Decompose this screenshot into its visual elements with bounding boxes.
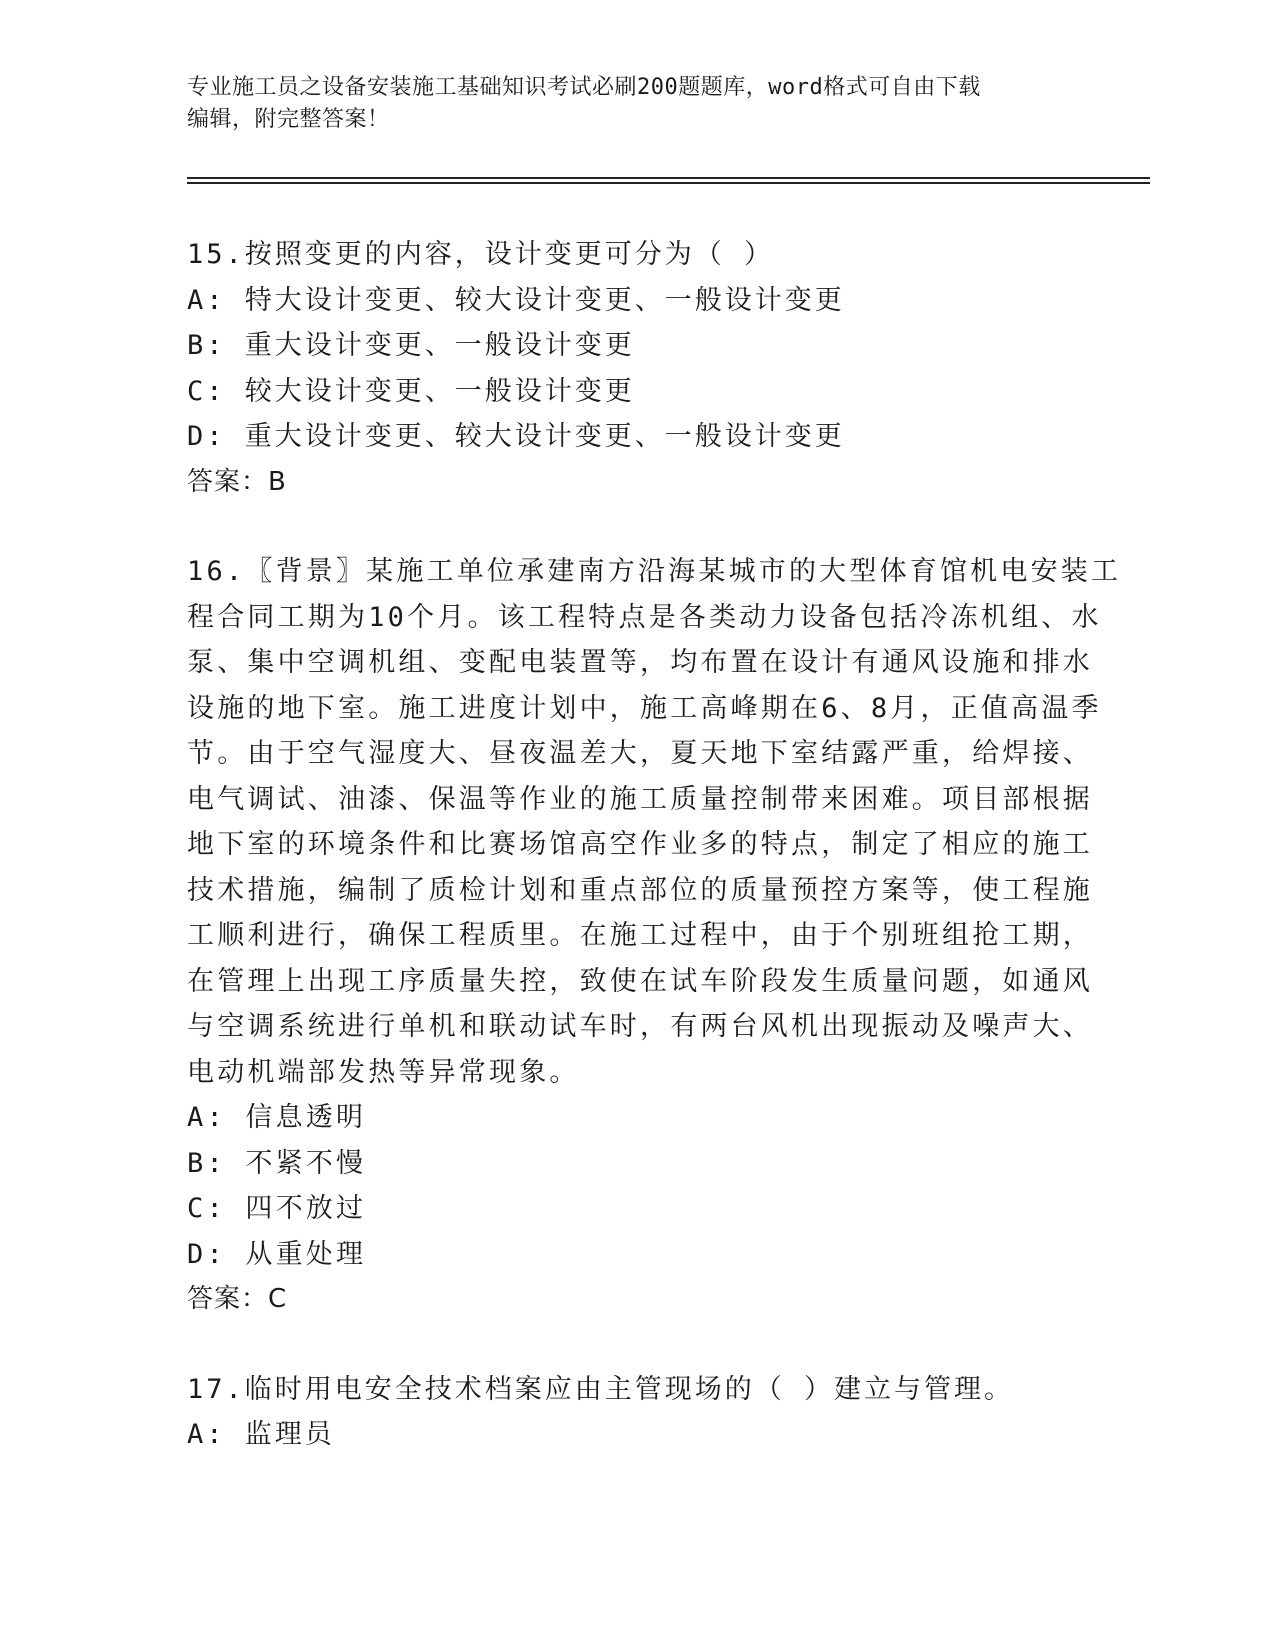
option-b: B: 不紧不慢 <box>187 1147 367 1179</box>
question-stem-line: 泵、集中空调机组、变配电装置等，均布置在设计有通风设施和排水 <box>187 647 1093 678</box>
option-d: D: 重大设计变更、较大设计变更、一般设计变更 <box>187 421 845 452</box>
option-c: C: 较大设计变更、一般设计变更 <box>187 375 635 407</box>
option-a: A: 特大设计变更、较大设计变更、一般设计变更 <box>187 284 845 316</box>
question-stem-line: 与空调系统进行单机和联动试车时，有两台风机出现振动及噪声大、 <box>187 1011 1093 1042</box>
question-17 <box>187 1367 1087 1458</box>
question-stem-line: 16.〖背景〗某施工单位承建南方沿海某城市的大型体育馆机电安装工 <box>187 556 1122 587</box>
answer-line: 答案：B <box>187 466 287 497</box>
question-stem-line: 程合同工期为10个月。该工程特点是各类动力设备包括冷冻机组、水 <box>187 601 1102 633</box>
question-stem-line: 技术措施，编制了质检计划和重点部位的质量预控方案等，使工程施 <box>187 874 1093 906</box>
question-stem-line: 地下室的环境条件和比赛场馆高空作业多的特点，制定了相应的施工 <box>187 829 1093 860</box>
question-stem-line: 在管理上出现工序质量失控，致使在试车阶段发生质量问题，如通风 <box>187 965 1093 997</box>
question-stem-line: 电动机端部发热等异常现象。 <box>187 1056 580 1088</box>
question-stem: 15.按照变更的内容，设计变更可分为（ ） <box>187 239 775 270</box>
question-stem-line: 设施的地下室。施工进度计划中，施工高峰期在6、8月，正值高温季 <box>187 692 1102 724</box>
option-d: D: 从重处理 <box>187 1238 367 1270</box>
option-a: A: 监理员 <box>187 1419 335 1450</box>
header-divider-bottom <box>187 182 1150 184</box>
question-stem-line: 工顺利进行，确保工程质里。在施工过程中，由于个别班组抢工期， <box>187 920 1093 951</box>
header-line-2: 编辑，附完整答案！ <box>187 107 390 132</box>
option-a: A: 信息透明 <box>187 1102 367 1133</box>
header-line-1: 专业施工员之设备安装施工基础知识考试必刷200题题库，word格式可自由下载 <box>187 75 981 100</box>
answer-line: 答案：C <box>187 1284 288 1314</box>
question-list <box>187 232 1122 1458</box>
document-header <box>187 72 1087 136</box>
question-stem: 17.临时用电安全技术档案应由主管现场的（ ）建立与管理。 <box>187 1373 1015 1405</box>
question-stem-line: 节。由于空气湿度大、昼夜温差大，夏天地下室结露严重，给焊接、 <box>187 738 1093 769</box>
option-c: C: 四不放过 <box>187 1193 367 1224</box>
option-b: B: 重大设计变更、一般设计变更 <box>187 330 635 361</box>
question-15 <box>187 232 1087 505</box>
question-16 <box>187 549 1122 1323</box>
header-divider-top <box>187 177 1150 179</box>
question-stem-line: 电气调试、油漆、保温等作业的施工质量控制带来困难。项目部根据 <box>187 783 1093 815</box>
